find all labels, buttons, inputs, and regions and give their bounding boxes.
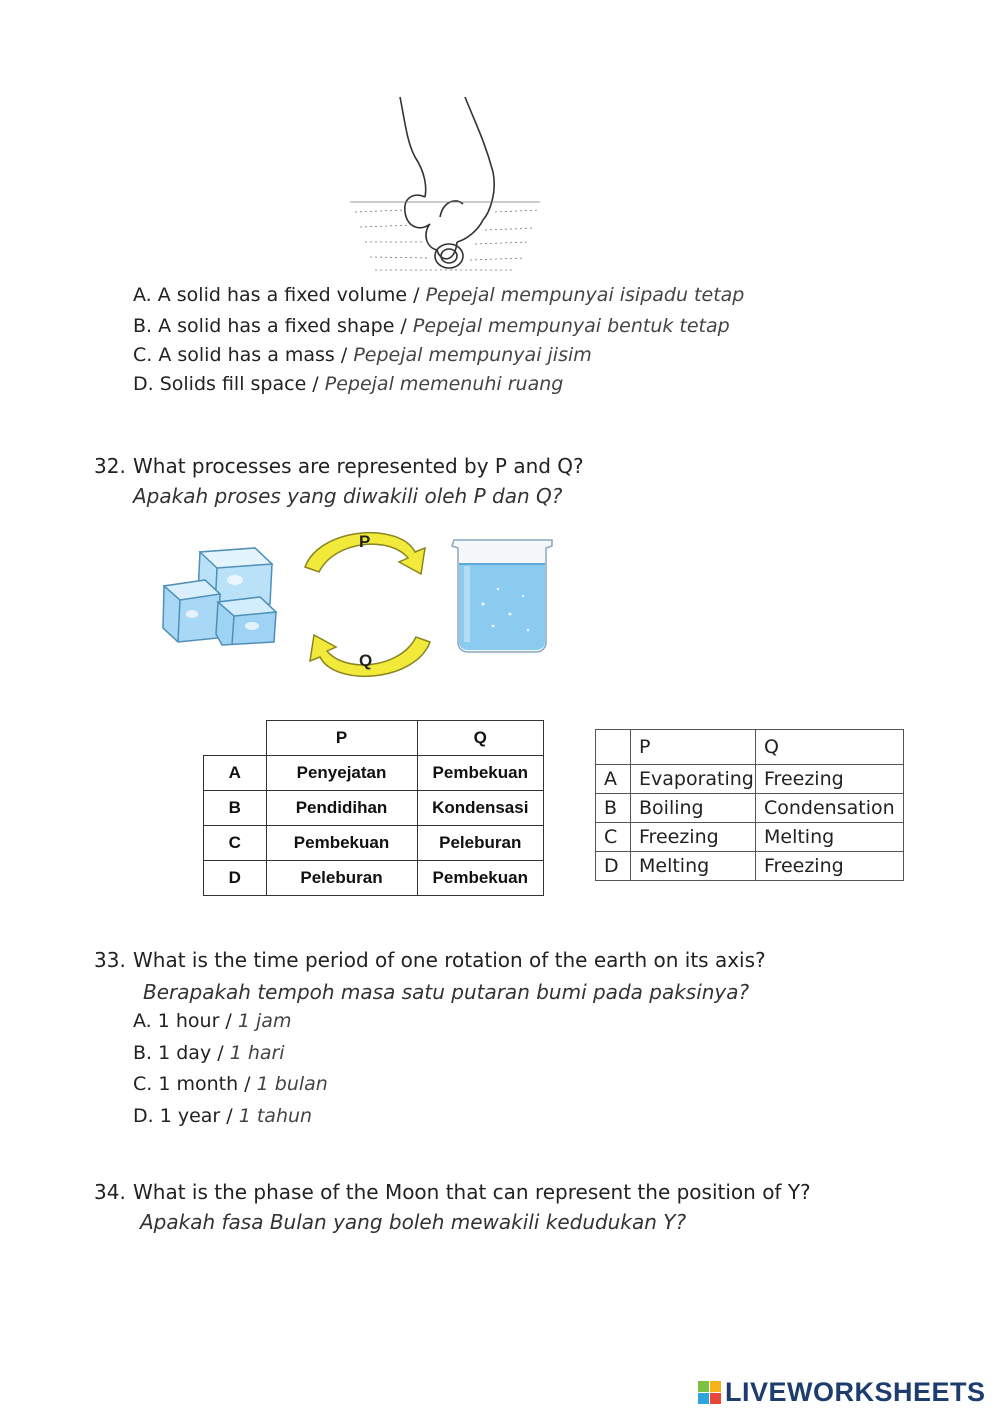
q31-option-a[interactable] — [133, 284, 744, 306]
q31-option-a-en: A. A solid has a fixed volume / — [133, 284, 420, 306]
answer-table-en — [595, 729, 904, 881]
table-row[interactable] — [596, 823, 904, 852]
table-row — [596, 730, 904, 765]
q33-option-d[interactable] — [133, 1105, 312, 1127]
table-cell: Peleburan — [266, 861, 417, 896]
liveworksheets-logo[interactable] — [697, 1377, 986, 1408]
beaker-water-illustration — [448, 534, 560, 656]
q31-option-a-ms: Pepejal mempunyai isipadu tetap — [425, 284, 745, 306]
ice-cubes-illustration — [160, 542, 282, 646]
q32-question-en: What processes are represented by P and Q? — [133, 454, 584, 478]
table-row — [204, 721, 544, 756]
table-header-q: Q — [417, 721, 544, 756]
table-cell: Boiling — [631, 794, 756, 823]
diagram-label-q: Q — [359, 651, 373, 670]
table-cell — [596, 730, 631, 765]
q33-option-c[interactable] — [133, 1073, 328, 1095]
table-header-p: P — [266, 721, 417, 756]
table-cell: A — [596, 765, 631, 794]
table-row[interactable] — [596, 765, 904, 794]
table-cell: Evaporating — [631, 765, 756, 794]
table-cell: Melting — [631, 852, 756, 881]
table-header-q: Q — [756, 730, 904, 765]
table-row[interactable] — [204, 791, 544, 826]
q33-option-c-ms: 1 bulan — [256, 1073, 328, 1095]
q31-option-d-en: D. Solids fill space / — [133, 373, 319, 395]
q33-option-a-ms: 1 jam — [237, 1010, 292, 1032]
q34-number: 34. — [94, 1180, 126, 1204]
table-cell: Kondensasi — [417, 791, 544, 826]
table-cell: Pembekuan — [417, 861, 544, 896]
liveworksheets-logo-icon — [697, 1380, 723, 1406]
table-cell — [204, 721, 267, 756]
table-row[interactable] — [204, 861, 544, 896]
table-cell: Melting — [756, 823, 904, 852]
q33-question-ms: Berapakah tempoh masa satu putaran bumi pada paksinya? — [143, 980, 750, 1004]
table-cell: A — [204, 756, 267, 791]
table-cell: Penyejatan — [266, 756, 417, 791]
q33-option-c-en: C. 1 month / — [133, 1073, 251, 1095]
table-cell: Peleburan — [417, 826, 544, 861]
answer-table-ms — [203, 720, 544, 896]
q32-number: 32. — [94, 454, 126, 478]
table-row[interactable] — [596, 852, 904, 881]
q31-option-b[interactable] — [133, 315, 730, 337]
q33-option-d-ms: 1 tahun — [238, 1105, 313, 1127]
table-cell: B — [596, 794, 631, 823]
q31-option-b-ms: Pepejal mempunyai bentuk tetap — [412, 315, 730, 337]
q33-number: 33. — [94, 948, 126, 972]
q33-question-en: What is the time period of one rotation of the earth on its axis? — [133, 948, 766, 972]
q33-option-b-en: B. 1 day / — [133, 1042, 224, 1064]
q31-option-d-ms: Pepejal memenuhi ruang — [324, 373, 564, 395]
table-cell: C — [596, 823, 631, 852]
q33-option-a[interactable] — [133, 1010, 291, 1032]
table-cell: Pembekuan — [417, 756, 544, 791]
table-row[interactable] — [204, 826, 544, 861]
table-cell: Pembekuan — [266, 826, 417, 861]
liveworksheets-logo-text: LIVEWORKSHEETS — [725, 1377, 986, 1407]
table-row[interactable] — [596, 794, 904, 823]
table-cell: Condensation — [756, 794, 904, 823]
q33-option-b-ms: 1 hari — [229, 1042, 285, 1064]
q31-option-c-en: C. A solid has a mass / — [133, 344, 348, 366]
q33-option-a-en: A. 1 hour / — [133, 1010, 232, 1032]
table-header-p: P — [631, 730, 756, 765]
q31-option-d[interactable] — [133, 373, 563, 395]
q33-option-b[interactable] — [133, 1042, 285, 1064]
table-cell: Freezing — [756, 765, 904, 794]
table-cell: Freezing — [756, 852, 904, 881]
q34-question-en: What is the phase of the Moon that can represent the position of Y? — [133, 1180, 811, 1204]
table-cell: Pendidihan — [266, 791, 417, 826]
q31-option-c[interactable] — [133, 344, 592, 366]
table-cell: D — [596, 852, 631, 881]
diagram-label-p: P — [359, 532, 371, 551]
table-cell: B — [204, 791, 267, 826]
hand-coin-illustration — [345, 92, 545, 282]
q31-option-c-ms: Pepejal mempunyai jisim — [353, 344, 592, 366]
q34-question-ms: Apakah fasa Bulan yang boleh mewakili kedudukan Y? — [140, 1210, 687, 1234]
q32-question-ms: Apakah proses yang diwakili oleh P dan Q? — [133, 484, 563, 508]
table-cell: C — [204, 826, 267, 861]
table-row[interactable] — [204, 756, 544, 791]
q31-option-b-en: B. A solid has a fixed shape / — [133, 315, 407, 337]
table-cell: D — [204, 861, 267, 896]
table-cell: Freezing — [631, 823, 756, 852]
q33-option-d-en: D. 1 year / — [133, 1105, 233, 1127]
